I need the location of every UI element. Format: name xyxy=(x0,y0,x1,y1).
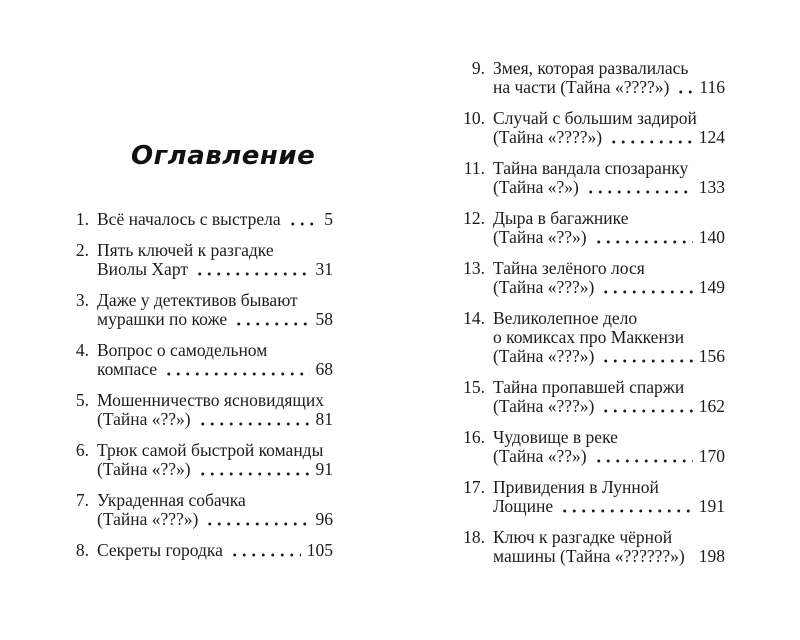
toc-entry-line: Дыра в багажнике xyxy=(493,208,629,228)
toc-entry xyxy=(70,341,333,379)
toc-entry xyxy=(455,478,725,516)
toc-entry-line: Великолепное дело xyxy=(493,308,638,328)
toc-entry-line xyxy=(493,178,725,197)
toc-entry-number: 5. xyxy=(75,390,89,410)
toc-entry-line: о комиксах про Маккензи xyxy=(493,327,685,347)
toc-entry xyxy=(455,109,725,147)
toc-entry xyxy=(455,428,725,466)
toc-entry-body xyxy=(97,541,333,560)
toc-entry-text: Секреты городка xyxy=(97,540,223,560)
toc-entry-line: Чудовище в реке xyxy=(493,427,618,447)
toc-entry-line xyxy=(493,228,725,247)
toc-entry-page-number: 149 xyxy=(698,277,725,297)
toc-entry-line xyxy=(97,360,333,379)
toc-entry-text: Лощине xyxy=(493,496,554,516)
toc-entry-line xyxy=(97,310,333,329)
toc-entry-line: Вопрос о самодельном xyxy=(97,340,268,360)
toc-entry-line xyxy=(97,510,333,529)
toc-entry-text: машины (Тайна «??????») xyxy=(493,546,685,566)
toc-entry xyxy=(455,528,725,566)
toc-entry xyxy=(70,491,333,529)
toc-entry-line xyxy=(97,210,333,229)
toc-entry-text: (Тайна «???») xyxy=(97,509,199,529)
toc-entry-page-number: 124 xyxy=(698,127,725,147)
toc-entry-body xyxy=(97,491,333,529)
toc-entry-number: 12. xyxy=(463,208,485,228)
dot-leader xyxy=(594,228,693,247)
toc-entry xyxy=(70,241,333,279)
dot-leader xyxy=(601,397,692,416)
toc-entry-text: (Тайна «??») xyxy=(493,446,587,466)
toc-entry-page-number: 170 xyxy=(698,446,725,466)
toc-entry-line: Трюк самой быстрой команды xyxy=(97,440,324,460)
toc-entry-body xyxy=(493,209,725,247)
dot-leader xyxy=(594,447,693,466)
toc-entry-page-number: 198 xyxy=(698,546,725,566)
toc-entry xyxy=(70,541,333,560)
toc-entry xyxy=(455,259,725,297)
toc-entry-body xyxy=(97,441,333,479)
toc-entry-line xyxy=(493,128,725,147)
toc-entry-line xyxy=(493,278,725,297)
toc-entry-text: Всё началось с выстрела xyxy=(97,209,281,229)
toc-entry-body xyxy=(97,341,333,379)
toc-entry-page-number: 133 xyxy=(698,177,725,197)
dot-leader xyxy=(205,510,309,529)
toc-entry-line: Мошенничество ясновидящих xyxy=(97,390,325,410)
toc-entry-text: (Тайна «???») xyxy=(493,277,595,297)
toc-entry-number: 17. xyxy=(463,477,485,497)
toc-entry-line: Ключ к разгадке чёрной xyxy=(493,527,673,547)
toc-entry-page-number: 68 xyxy=(315,359,333,379)
toc-entry-line xyxy=(493,547,725,566)
toc-entry-line: Украденная собачка xyxy=(97,490,246,510)
toc-entry-body xyxy=(97,210,333,229)
toc-entry xyxy=(70,391,333,429)
toc-entry-page-number: 58 xyxy=(315,309,333,329)
dot-leader xyxy=(164,360,310,379)
toc-entry-line xyxy=(493,78,725,97)
toc-entry-body xyxy=(493,59,725,97)
dot-leader xyxy=(234,310,309,329)
toc-entry-body xyxy=(493,159,725,197)
dot-leader xyxy=(560,497,693,516)
toc-entry xyxy=(70,291,333,329)
toc-entry-page-number: 91 xyxy=(315,459,333,479)
toc-entry-number: 13. xyxy=(463,258,485,278)
toc-entry-number: 10. xyxy=(463,108,485,128)
toc-entry-text: (Тайна «??») xyxy=(97,459,191,479)
toc-entry-number: 2. xyxy=(75,240,89,260)
toc-entry-number: 11. xyxy=(463,158,485,178)
toc-entry-body xyxy=(493,309,725,366)
toc-entry-number: 7. xyxy=(75,490,89,510)
toc-entry-body xyxy=(493,428,725,466)
toc-entry xyxy=(455,209,725,247)
toc-entry-body xyxy=(493,478,725,516)
dot-leader xyxy=(601,278,692,297)
dot-leader xyxy=(586,178,693,197)
toc-entry-line: Змея, которая развалилась xyxy=(493,58,689,78)
toc-entry-text: (Тайна «????») xyxy=(493,127,603,147)
toc-entry xyxy=(455,378,725,416)
toc-column-left xyxy=(70,210,333,560)
toc-entry-text: Виолы Харт xyxy=(97,259,188,279)
toc-entry xyxy=(70,210,333,229)
dot-leader xyxy=(601,347,692,366)
toc-entry-body xyxy=(97,241,333,279)
dot-leader xyxy=(230,541,301,560)
toc-entry-number: 9. xyxy=(471,58,485,78)
toc-column-right xyxy=(455,59,725,566)
toc-entry-line xyxy=(493,347,725,366)
toc-entry-text: на части (Тайна «????») xyxy=(493,77,670,97)
toc-entry-text: компасе xyxy=(97,359,157,379)
toc-entry xyxy=(455,59,725,97)
toc-entry-body xyxy=(493,378,725,416)
toc-entry-line: Тайна зелёного лося xyxy=(493,258,645,278)
toc-entry-page-number: 156 xyxy=(698,346,725,366)
toc-entry-line: Тайна пропавшей спаржи xyxy=(493,377,685,397)
toc-entry-text: (Тайна «???») xyxy=(493,346,595,366)
toc-entry-line xyxy=(493,447,725,466)
toc-entry-number: 18. xyxy=(463,527,485,547)
toc-entry-text: (Тайна «??») xyxy=(493,227,587,247)
toc-entry xyxy=(455,159,725,197)
toc-entry-number: 4. xyxy=(75,340,89,360)
toc-entry-page-number: 5 xyxy=(324,209,333,229)
toc-entry-line xyxy=(97,541,333,560)
toc-entry-page-number: 96 xyxy=(315,509,333,529)
dot-leader xyxy=(692,547,693,566)
toc-entry-line: Случай с большим задирой xyxy=(493,108,697,128)
toc-entry-text: (Тайна «??») xyxy=(97,409,191,429)
page-title: Оглавление xyxy=(131,141,316,171)
toc-entry-body xyxy=(493,259,725,297)
toc-entry-body xyxy=(493,109,725,147)
toc-entry-page-number: 140 xyxy=(698,227,725,247)
toc-entry-text: мурашки по коже xyxy=(97,309,228,329)
dot-leader xyxy=(609,128,693,147)
toc-entry-number: 15. xyxy=(463,377,485,397)
toc-entry-text: (Тайна «???») xyxy=(493,396,595,416)
toc-entry-line xyxy=(97,410,333,429)
toc-entry-line xyxy=(493,397,725,416)
dot-leader xyxy=(198,460,310,479)
toc-entry-line: Тайна вандала спозаранку xyxy=(493,158,689,178)
toc-entry-page-number: 31 xyxy=(315,259,333,279)
toc-entry-number: 1. xyxy=(75,209,89,229)
dot-leader xyxy=(195,260,310,279)
dot-leader xyxy=(288,210,319,229)
toc-entry-line xyxy=(493,497,725,516)
toc-entry-text: (Тайна «?») xyxy=(493,177,579,197)
toc-entry-page-number: 81 xyxy=(315,409,333,429)
toc-entry-page-number: 116 xyxy=(699,77,725,97)
toc-entry-number: 16. xyxy=(463,427,485,447)
toc-entry-page-number: 162 xyxy=(698,396,725,416)
dot-leader xyxy=(198,410,310,429)
toc-entry-line: Даже у детективов бывают xyxy=(97,290,298,310)
toc-entry-page-number: 105 xyxy=(306,540,333,560)
toc-entry-body xyxy=(97,391,333,429)
toc-entry-line xyxy=(97,460,333,479)
toc-entry-number: 6. xyxy=(75,440,89,460)
toc-entry-body xyxy=(97,291,333,329)
toc-entry-line: Пять ключей к разгадке xyxy=(97,240,274,260)
toc-entry-line xyxy=(97,260,333,279)
toc-entry-body xyxy=(493,528,725,566)
toc-entry xyxy=(455,309,725,366)
toc-entry-number: 14. xyxy=(463,308,485,328)
toc-entry-number: 8. xyxy=(75,540,89,560)
dot-leader xyxy=(676,78,693,97)
toc-entry-line: Привидения в Лунной xyxy=(493,477,659,497)
toc-entry xyxy=(70,441,333,479)
toc-entry-number: 3. xyxy=(75,290,89,310)
toc-entry-page-number: 191 xyxy=(698,496,725,516)
